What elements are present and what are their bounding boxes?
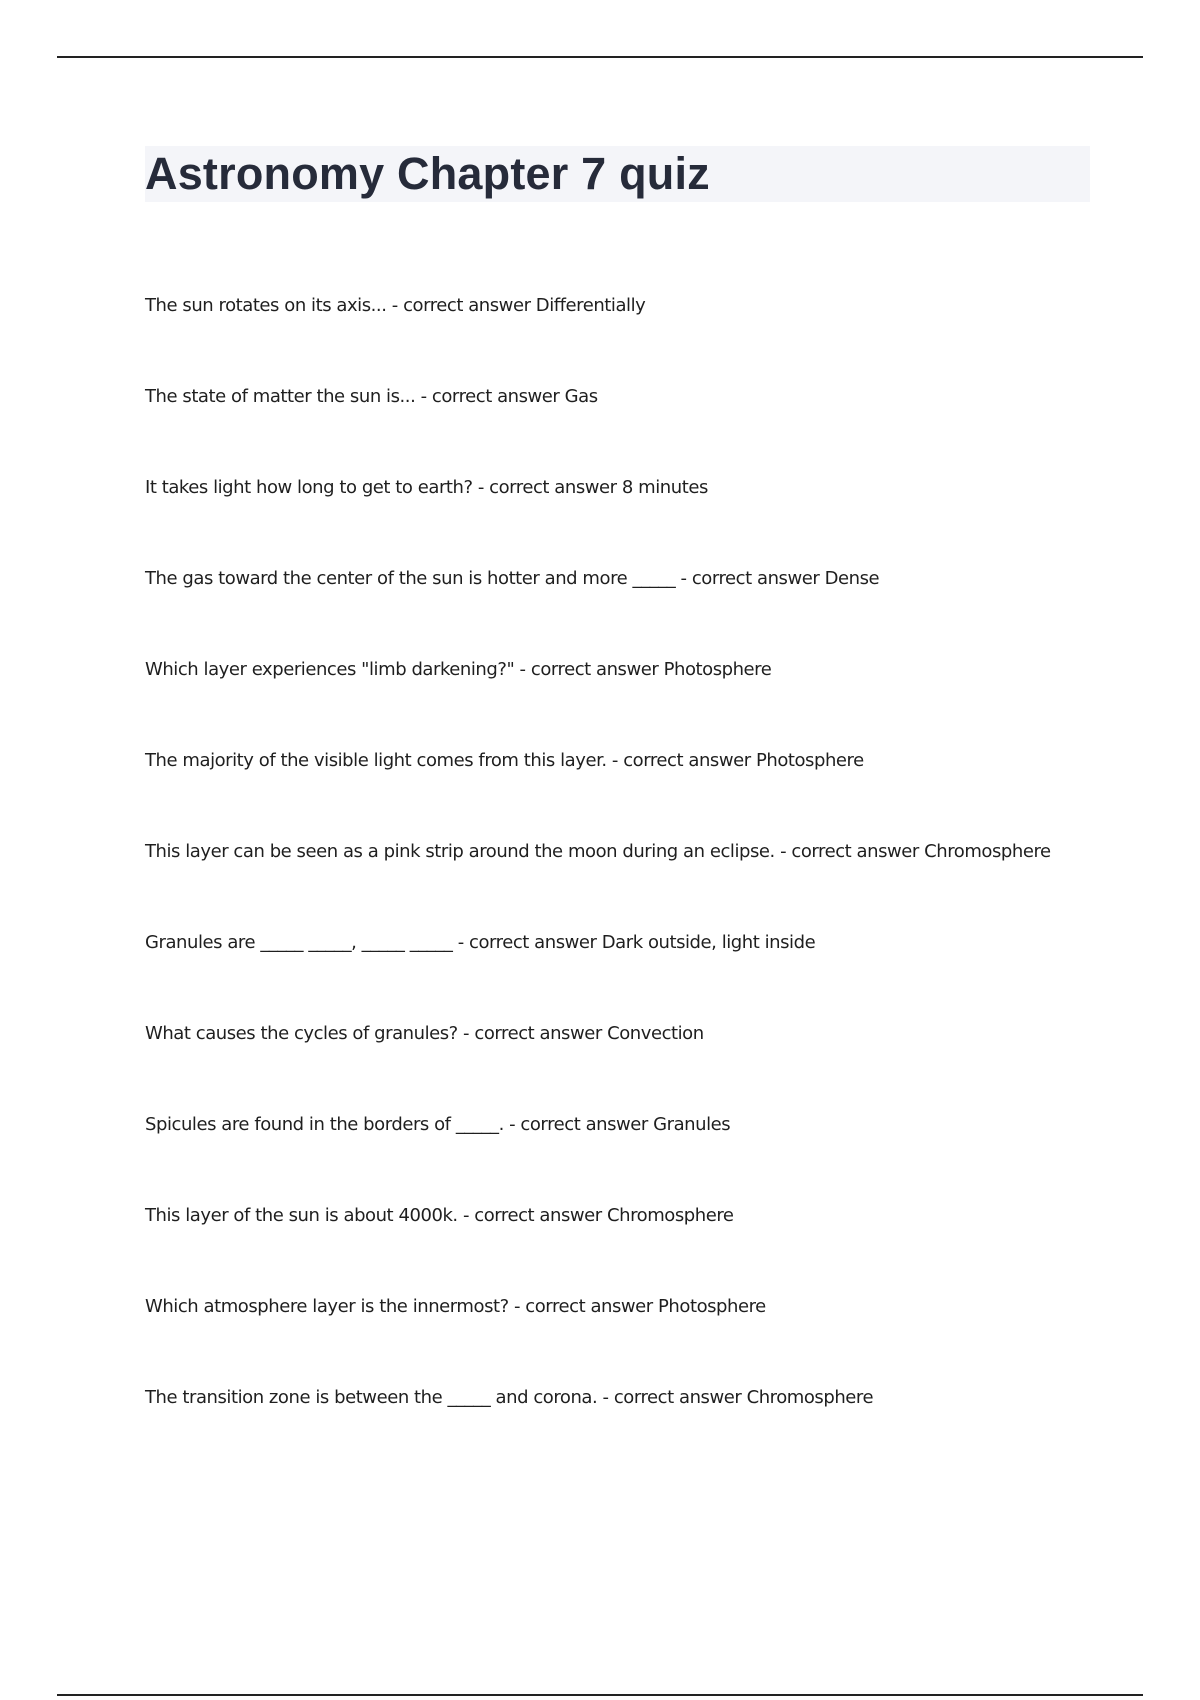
question-item-11: This layer of the sun is about 4000k. - correct answer Chromosphere	[145, 1205, 734, 1226]
question-item-3: It takes light how long to get to earth? - correct answer 8 minutes	[145, 477, 708, 498]
question-item-5: Which layer experiences "limb darkening?" - correct answer Photosphere	[145, 659, 772, 680]
question-item-9: What causes the cycles of granules? - correct answer Convection	[145, 1023, 704, 1044]
question-item-12: Which atmosphere layer is the innermost? - correct answer Photosphere	[145, 1296, 766, 1317]
header-rule	[57, 56, 1143, 58]
question-list	[145, 288, 1105, 1471]
document-title: Astronomy Chapter 7 quiz	[145, 148, 710, 199]
question-item-6: The majority of the visible light comes from this layer. - correct answer Photosphere	[145, 750, 864, 771]
question-item-7: This layer can be seen as a pink strip around the moon during an eclipse. - correct answer Chromosphere	[145, 841, 1051, 862]
footer-rule	[57, 1694, 1143, 1696]
question-item-4: The gas toward the center of the sun is hotter and more _____ - correct answer Dense	[145, 568, 880, 589]
question-item-8: Granules are _____ _____, _____ _____ - correct answer Dark outside, light inside	[145, 932, 816, 953]
question-item-13: The transition zone is between the _____ and corona. - correct answer Chromosphere	[145, 1387, 874, 1408]
question-item-1: The sun rotates on its axis... - correct answer Differentially	[145, 295, 646, 316]
question-item-2: The state of matter the sun is... - correct answer Gas	[145, 386, 598, 407]
question-item-10: Spicules are found in the borders of _____. - correct answer Granules	[145, 1114, 731, 1135]
